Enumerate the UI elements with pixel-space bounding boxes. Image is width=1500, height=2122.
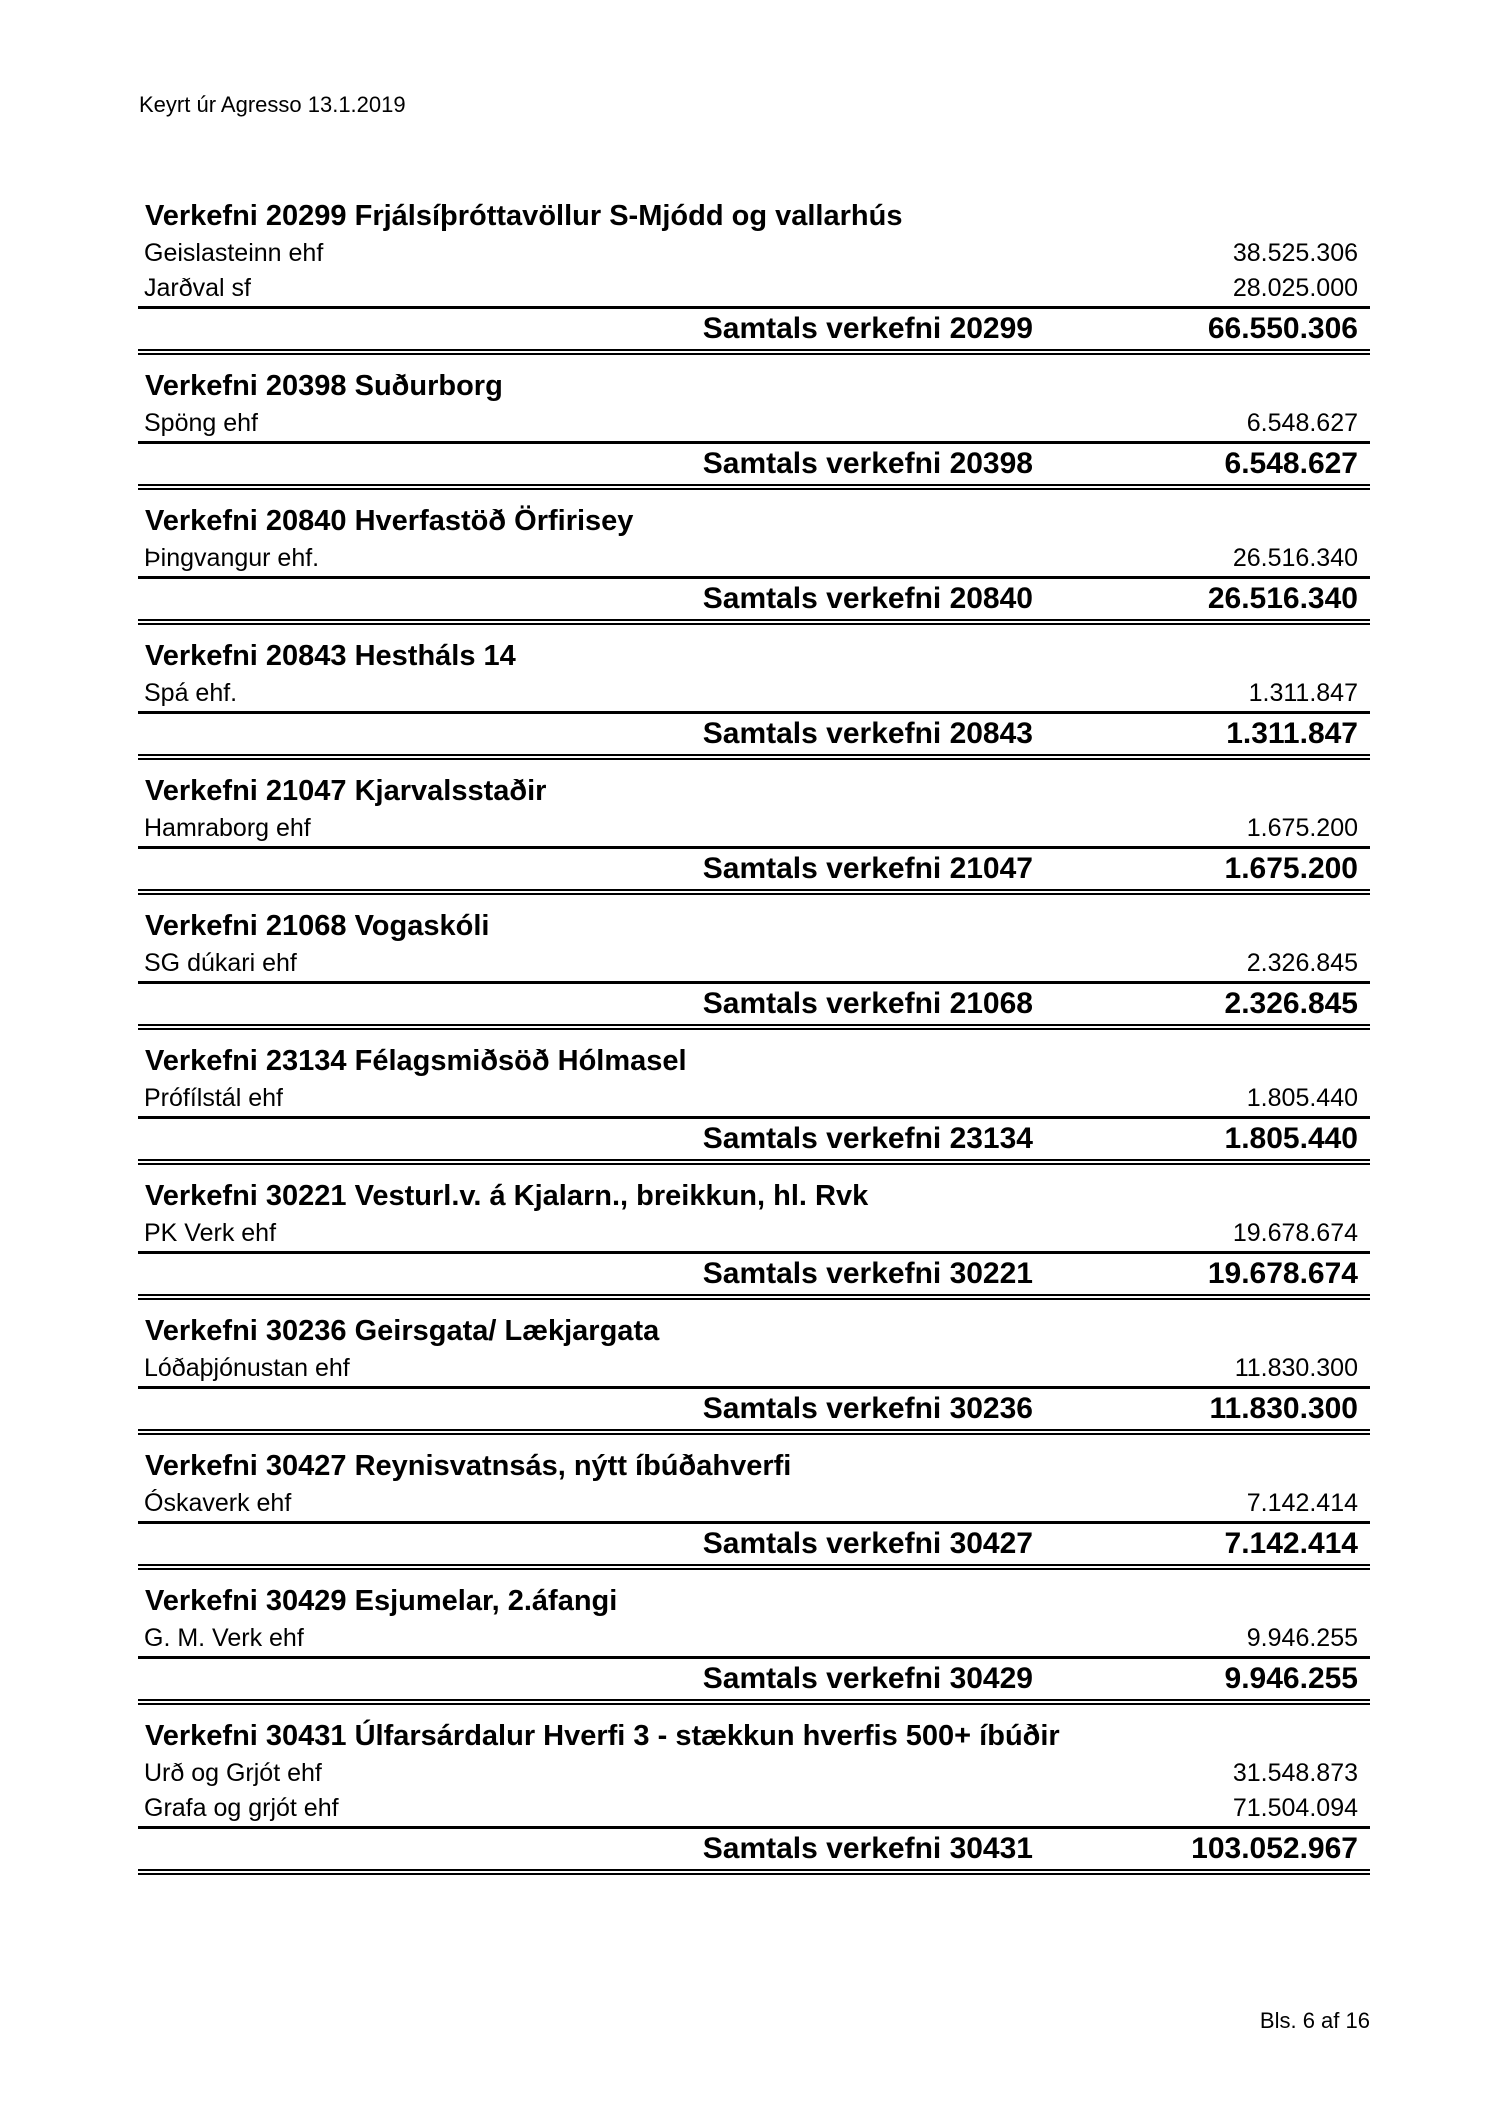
- project-total-row: [138, 846, 1370, 895]
- vendor-amount: 38.525.306: [1232, 239, 1358, 267]
- project-total-row: [138, 441, 1370, 490]
- project-title: Verkefni 30429 Esjumelar, 2.áfangi: [145, 1585, 618, 1617]
- vendor-line: [138, 1486, 1370, 1521]
- total-amount: 9.946.255: [1224, 1662, 1358, 1695]
- vendor-amount: 28.025.000: [1232, 274, 1358, 302]
- project-section: [138, 366, 1370, 490]
- vendor-name: Urð og Grjót ehf: [144, 1759, 322, 1787]
- total-amount: 66.550.306: [1207, 312, 1358, 345]
- total-label: Samtals verkefni 30431: [702, 1832, 1033, 1865]
- project-title: Verkefni 30236 Geirsgata/ Lækjargata: [145, 1315, 660, 1347]
- project-section: [138, 771, 1370, 895]
- project-list: [138, 196, 1370, 1886]
- vendor-amount: 26.516.340: [1232, 544, 1358, 572]
- total-amount: 1.311.847: [1226, 717, 1358, 750]
- total-amount: 1.675.200: [1224, 852, 1358, 885]
- vendor-amount: 71.504.094: [1232, 1794, 1358, 1822]
- vendor-name: Óskaverk ehf: [144, 1489, 292, 1517]
- vendor-amount: 9.946.255: [1246, 1624, 1358, 1652]
- total-label: Samtals verkefni 23134: [702, 1122, 1033, 1155]
- total-label: Samtals verkefni 20843: [702, 717, 1033, 750]
- total-label: Samtals verkefni 21068: [702, 987, 1033, 1020]
- total-label: Samtals verkefni 21047: [702, 852, 1033, 885]
- total-label: Samtals verkefni 30221: [702, 1257, 1033, 1290]
- project-total-row: [138, 1386, 1370, 1435]
- vendor-name: SG dúkari ehf: [144, 949, 297, 977]
- vendor-name: G. M. Verk ehf: [144, 1624, 304, 1652]
- project-title: Verkefni 20398 Suðurborg: [145, 370, 503, 402]
- vendor-line: [138, 271, 1370, 306]
- project-title: Verkefni 20843 Hestháls 14: [145, 640, 516, 672]
- total-amount: 2.326.845: [1224, 987, 1358, 1020]
- project-title: Verkefni 20840 Hverfastöð Örfirisey: [145, 505, 634, 537]
- page-number: Bls. 6 af 16: [1259, 2008, 1370, 2033]
- project-total-row: [138, 1116, 1370, 1165]
- project-total-row: [138, 1521, 1370, 1570]
- vendor-line: [138, 1081, 1370, 1116]
- project-section: [138, 1716, 1370, 1875]
- vendor-name: Spöng ehf: [144, 409, 258, 437]
- project-section: [138, 501, 1370, 625]
- vendor-line: [138, 1351, 1370, 1386]
- report-header: Keyrt úr Agresso 13.1.2019: [139, 92, 406, 117]
- vendor-amount: 6.548.627: [1246, 409, 1358, 437]
- total-label: Samtals verkefni 30429: [702, 1662, 1033, 1695]
- project-section: [138, 1041, 1370, 1165]
- vendor-amount: 7.142.414: [1246, 1489, 1358, 1517]
- vendor-name: Geislasteinn ehf: [144, 239, 324, 267]
- total-amount: 26.516.340: [1207, 582, 1358, 615]
- vendor-name: Prófílstál ehf: [144, 1084, 283, 1112]
- vendor-name: PK Verk ehf: [144, 1219, 277, 1247]
- vendor-line: [138, 1756, 1370, 1791]
- project-total-row: [138, 1656, 1370, 1705]
- vendor-line: [138, 946, 1370, 981]
- project-total-row: [138, 306, 1370, 355]
- vendor-line: [138, 1216, 1370, 1251]
- vendor-amount: 1.805.440: [1246, 1084, 1358, 1112]
- vendor-name: Grafa og grjót ehf: [144, 1794, 339, 1822]
- vendor-amount: 1.675.200: [1246, 814, 1358, 842]
- vendor-line: [138, 676, 1370, 711]
- total-amount: 1.805.440: [1224, 1122, 1358, 1155]
- vendor-amount: 19.678.674: [1232, 1219, 1358, 1247]
- total-amount: 19.678.674: [1207, 1257, 1358, 1290]
- project-section: [138, 196, 1370, 355]
- vendor-name: Jarðval sf: [144, 274, 251, 302]
- vendor-line: [138, 236, 1370, 271]
- project-total-row: [138, 576, 1370, 625]
- project-title: Verkefni 21068 Vogaskóli: [145, 910, 490, 942]
- project-section: [138, 1581, 1370, 1705]
- vendor-line: [138, 1791, 1370, 1826]
- total-amount: 7.142.414: [1224, 1527, 1358, 1560]
- project-title: Verkefni 30431 Úlfarsárdalur Hverfi 3 - stækkun hverfis 500+ íbúðir: [145, 1720, 1060, 1752]
- project-total-row: [138, 981, 1370, 1030]
- vendor-line: [138, 1621, 1370, 1656]
- project-section: [138, 636, 1370, 760]
- total-amount: 6.548.627: [1224, 447, 1358, 480]
- project-title: Verkefni 23134 Félagsmiðsöð Hólmasel: [145, 1045, 687, 1077]
- vendor-line: [138, 541, 1370, 576]
- project-total-row: [138, 711, 1370, 760]
- vendor-line: [138, 406, 1370, 441]
- project-title: Verkefni 30427 Reynisvatnsás, nýtt íbúðahverfi: [145, 1450, 792, 1482]
- vendor-amount: 1.311.847: [1248, 679, 1358, 707]
- total-amount: 103.052.967: [1191, 1832, 1358, 1865]
- vendor-line: [138, 811, 1370, 846]
- total-label: Samtals verkefni 20840: [702, 582, 1033, 615]
- vendor-amount: 11.830.300: [1234, 1354, 1358, 1382]
- project-section: [138, 1446, 1370, 1570]
- project-title: Verkefni 21047 Kjarvalsstaðir: [145, 775, 547, 807]
- total-amount: 11.830.300: [1209, 1392, 1358, 1425]
- project-section: [138, 1311, 1370, 1435]
- vendor-name: Lóðaþjónustan ehf: [144, 1354, 350, 1382]
- vendor-name: Hamraborg ehf: [144, 814, 311, 842]
- project-title: Verkefni 30221 Vesturl.v. á Kjalarn., breikkun, hl. Rvk: [145, 1180, 869, 1212]
- total-label: Samtals verkefni 30427: [702, 1527, 1033, 1560]
- vendor-name: Spá ehf.: [144, 679, 238, 707]
- total-label: Samtals verkefni 30236: [702, 1392, 1033, 1425]
- project-title: Verkefni 20299 Frjálsíþróttavöllur S-Mjódd og vallarhús: [145, 200, 903, 232]
- total-label: Samtals verkefni 20398: [702, 447, 1033, 480]
- vendor-amount: 31.548.873: [1232, 1759, 1358, 1787]
- vendor-amount: 2.326.845: [1246, 949, 1358, 977]
- project-total-row: [138, 1826, 1370, 1875]
- project-section: [138, 906, 1370, 1030]
- vendor-name: Þingvangur ehf.: [144, 544, 320, 572]
- project-total-row: [138, 1251, 1370, 1300]
- project-section: [138, 1176, 1370, 1300]
- total-label: Samtals verkefni 20299: [702, 312, 1033, 345]
